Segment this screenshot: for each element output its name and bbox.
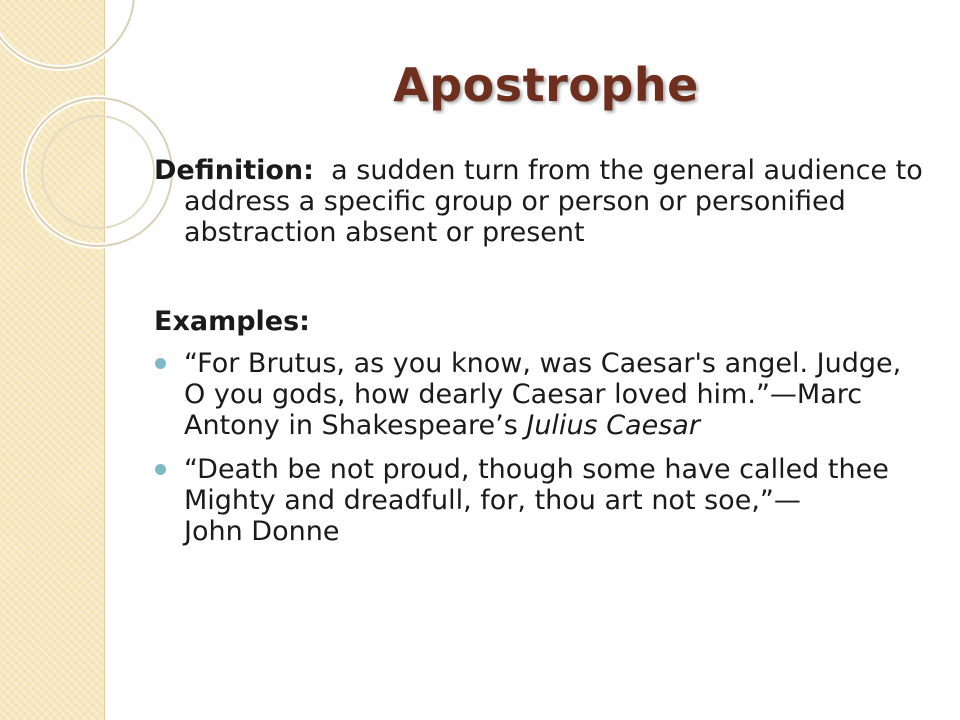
example-attribution: John Donne	[184, 516, 340, 547]
example-line: Mighty and dreadfull, for, thou art not soe,”—	[184, 485, 801, 516]
bullet-icon	[155, 358, 166, 369]
definition-paragraph	[154, 155, 924, 248]
examples-heading: Examples:	[154, 306, 310, 337]
example-line: “Death be not proud, though some have called thee	[184, 454, 889, 485]
slide-title: Apostrophe	[393, 58, 699, 112]
bullet-icon	[155, 464, 166, 475]
example-work-title: Julius Caesar	[526, 410, 700, 441]
examples-list	[154, 348, 924, 547]
definition-label: Definition:	[154, 155, 314, 186]
slide-content	[154, 155, 924, 560]
definition-text: a sudden turn from the general audience to address a specific group or person or personified abstraction absent or present	[184, 155, 923, 248]
list-item	[154, 348, 924, 441]
example-quote: “For Brutus, as you know, was Caesar's angel. Judge, O you gods, how dearly Caesar loved him.”—Marc Antony in Shakespeare’s	[184, 348, 902, 441]
list-item	[154, 454, 924, 547]
